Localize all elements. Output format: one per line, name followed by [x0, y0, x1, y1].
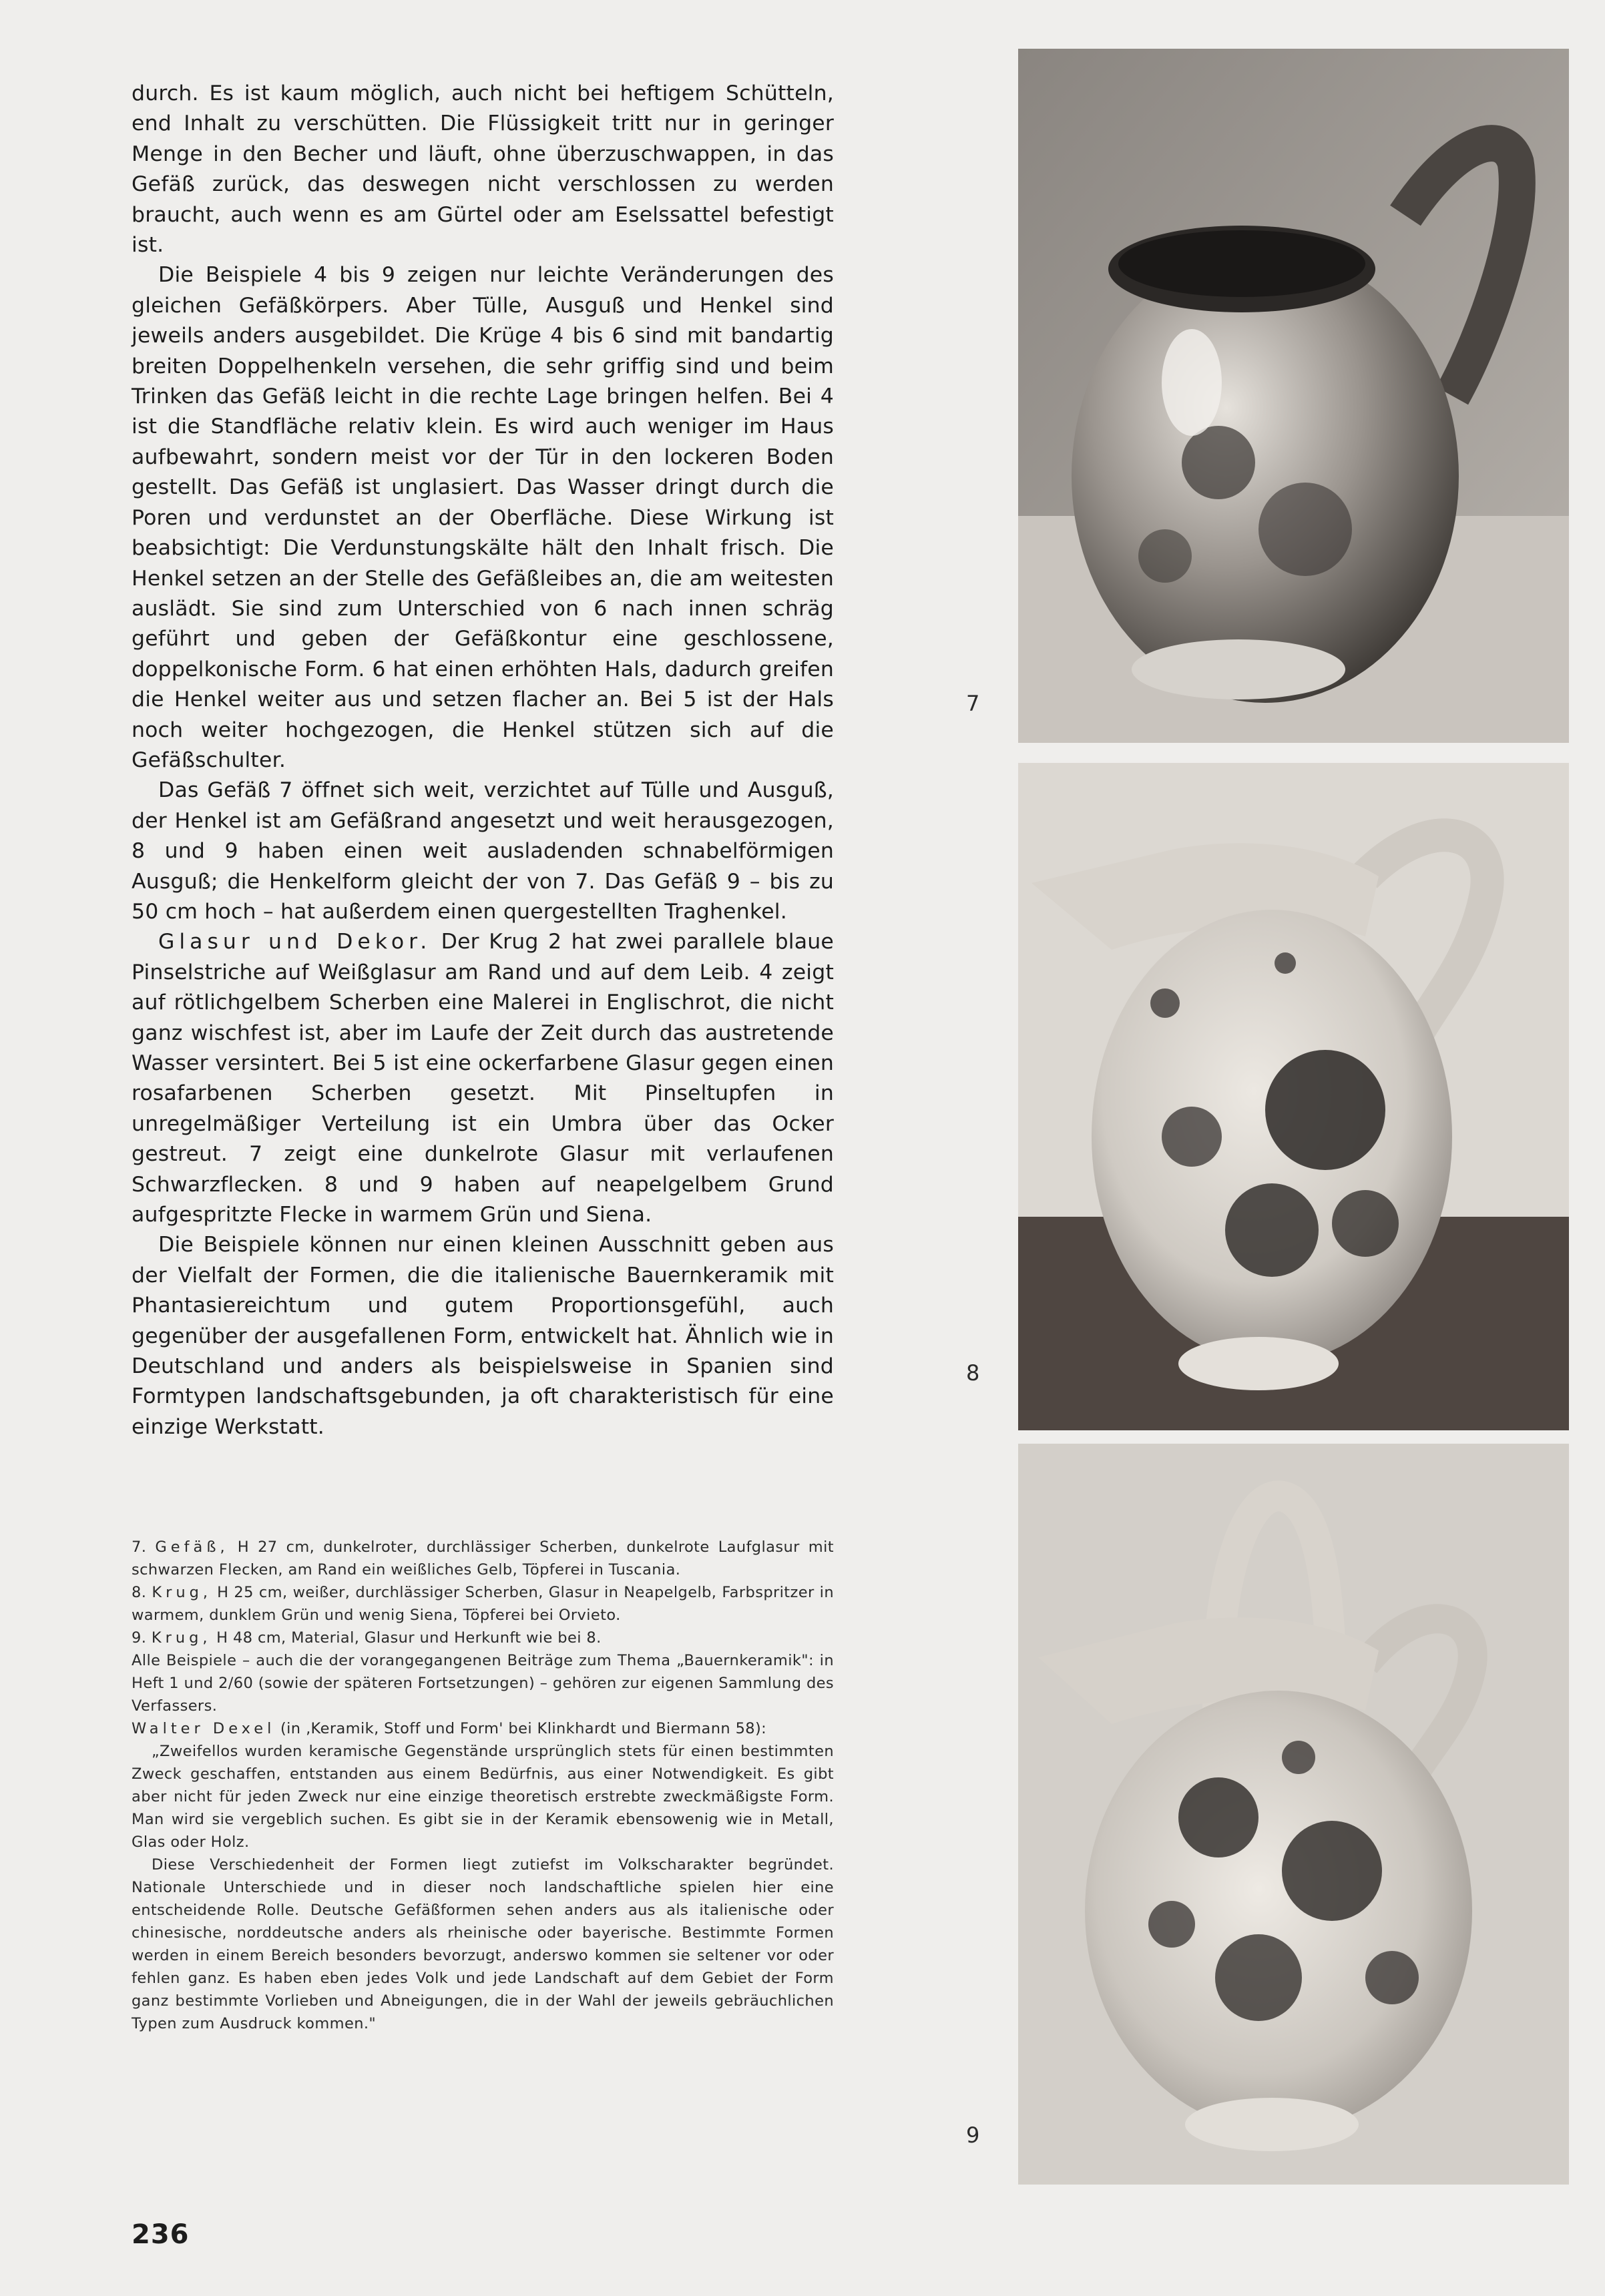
caption-term: Gefäß, — [155, 1538, 229, 1556]
figure-label-7: 7 — [966, 691, 980, 716]
caption-term: Krug, — [151, 1629, 212, 1647]
collection-note: Alle Beispiele – auch die der vorangegangenen Beiträge zum Thema „Bauernkeramik": in Heft 1 und 2/60 (sowie der späteren Fortsetzungen) – gehören zur eigenen Sammlung des Verfassers. — [132, 1652, 835, 1715]
photo-jug-7 — [1018, 49, 1569, 743]
page-number: 236 — [132, 2219, 190, 2250]
caption-text: H 27 cm, dunkelroter, durchlässiger Scherben, dunkelrote Laufglasur mit schwarzen Flecken, am Rand ein weißliches Gelb, Töpferei in Tuscania. — [132, 1538, 834, 1579]
caption-text: H 48 cm, Material, Glasur und Herkunft wie bei 8. — [216, 1629, 602, 1647]
caption-8 — [132, 1581, 834, 1627]
caption-9 — [132, 1627, 834, 1649]
photo-jug-9 — [1018, 1444, 1569, 2185]
paragraph: durch. Es ist kaum möglich, auch nicht bei heftigem Schütteln, end Inhalt zu verschütten. Die Flüssigkeit tritt nur in geringer Menge in den Becher und läuft, ohne überzuschwappen, in das Gefäß zurück, das deswegen nicht verschlossen zu werden braucht, auch wenn es am Gürtel oder am Eselssattel befestigt ist. — [132, 81, 834, 258]
jug-9-illustration — [1018, 1444, 1569, 2185]
caption-number: 8. — [132, 1584, 147, 1601]
quote-paragraph: „Zweifellos wurden keramische Gegenstände ursprünglich stets für einen bestimmten Zweck geschaffen, entstanden aus einem Bedürfnis, aus einer Notwendigkeit. Es gibt aber nicht für jeden Zweck nur eine einzige theoretisch erstrebte zweckmäßigste Form. Man wird sie vergeblich suchen. Es gibt sie in der Keramik ebensowenig wie in Metall, Glas oder Holz. — [132, 1743, 834, 1851]
quote-source — [132, 1717, 834, 1740]
paragraph-text: Der Krug 2 hat zwei parallele blaue Pinselstriche auf Weißglasur am Rand und auf dem Leib. 4 zeigt auf rötlichgelbem Scherben eine Malerei in Englischrot, die nicht ganz wischfest ist, aber im Laufe der Zeit durch das austretende Wasser versintert. Bei 5 ist eine ockerfarbene Glasur gegen einen rosafarbenen Scherben gesetzt. Mit Pinseltupfen in unregelmäßiger Verteilung ist ein Umbra über das Ocker gestreut. 7 zeigt eine dunkelrote Glasur mit verlaufenen Schwarzflecken. 8 und 9 haben auf neapelgelbem Grund aufgespritzte Flecke in warmem Grün und Siena. — [132, 930, 835, 1227]
quote-reference: (in ‚Keramik, Stoff und Form' bei Klinkhardt und Biermann 58): — [280, 1720, 767, 1737]
figure-label-9: 9 — [966, 2122, 980, 2148]
caption-text: H 25 cm, weißer, durchlässiger Scherben, Glasur in Neapelgelb, Farbspritzer in warmem, dunklem Grün und wenig Siena, Töpferei bei Orvieto. — [132, 1584, 834, 1624]
quote-paragraph: Diese Verschiedenheit der Formen liegt zutiefst im Volkscharakter begründet. Nationale Unterschiede und in dieser noch landschaftliche spielen hier eine entscheidende Rolle. Deutsche Gefäßformen sehen anders aus als italienische oder chinesische, norddeutsche anders als rheinische oder bayerische. Bestimmte Formen werden in einem Bereich besonders bevorzugt, anderswo kommen sie seltener vor oder fehlen ganz. Es haben eben jedes Volk und jede Landschaft auf dem Gebiet der Form ganz bestimmte Vorlieben und Abneigungen, die in der Wahl der jeweils gebräuchlichen Typen zum Ausdruck kommen." — [132, 1856, 834, 2032]
paragraph — [132, 927, 834, 1230]
quote-author: Walter Dexel — [132, 1720, 276, 1737]
jug-7-illustration — [1018, 49, 1569, 743]
caption-term: Krug, — [152, 1584, 212, 1601]
section-heading: Glasur und Dekor. — [158, 930, 432, 954]
jug-8-illustration — [1018, 763, 1569, 1430]
caption-number: 7. — [132, 1538, 147, 1556]
paragraph: Die Beispiele können nur einen kleinen Ausschnitt geben aus der Vielfalt der Formen, die die italienische Bauernkeramik mit Phantasiereichtum und gutem Proportionsgefühl, auch gegenüber der ausgefallenen Form, entwickelt hat. Ähnlich wie in Deutschland und anders als beispielsweise in Spanien sind Formtypen landschaftsgebunden, ja oft charakteristisch für eine einzige Werkstatt. — [132, 1233, 834, 1439]
captions — [132, 1536, 834, 2035]
body-text — [132, 79, 834, 1442]
caption-number: 9. — [132, 1629, 147, 1647]
figure-label-8: 8 — [966, 1360, 980, 1386]
paragraph: Die Beispiele 4 bis 9 zeigen nur leichte Veränderungen des gleichen Gefäßkörpers. Aber Tülle, Ausguß und Henkel sind jeweils anders ausgebildet. Die Krüge 4 bis 6 sind mit bandartig breiten Doppelhenkeln versehen, die sehr griffig sind und beim Trinken das Gefäß leicht in die rechte Lage bringen helfen. Bei 4 ist die Standfläche relativ klein. Es wird auch weniger im Haus aufbewahrt, sondern meist vor der Tür in den lockeren Boden gestellt. Das Gefäß ist unglasiert. Das Wasser dringt durch die Poren und verdunstet an der Oberfläche. Diese Wirkung ist beabsichtigt: Die Verdunstungskälte hält den Inhalt frisch. Die Henkel setzen an der Stelle des Gefäßleibes an, die am weitesten auslädt. Sie sind zum Unterschied von 6 nach innen schräg geführt und geben der Gefäßkontur eine geschlossene, doppelkonische Form. 6 hat einen erhöhten Hals, dadurch greifen die Henkel weiter aus und setzen flacher an. Bei 5 ist der Hals noch weiter hochgezogen, die Henkel stützen sich auf die Gefäßschulter. — [132, 263, 834, 772]
caption-7 — [132, 1536, 834, 1581]
paragraph: Das Gefäß 7 öffnet sich weit, verzichtet auf Tülle und Ausguß, der Henkel ist am Gefäßrand angesetzt und weit herausgezogen, 8 und 9 haben einen weit ausladenden schnabelförmigen Ausguß; die Henkelform gleicht der von 7. Das Gefäß 9 – bis zu 50 cm hoch – hat außerdem einen quergestellten Traghenkel. — [132, 778, 834, 924]
photo-jug-8 — [1018, 763, 1569, 1430]
